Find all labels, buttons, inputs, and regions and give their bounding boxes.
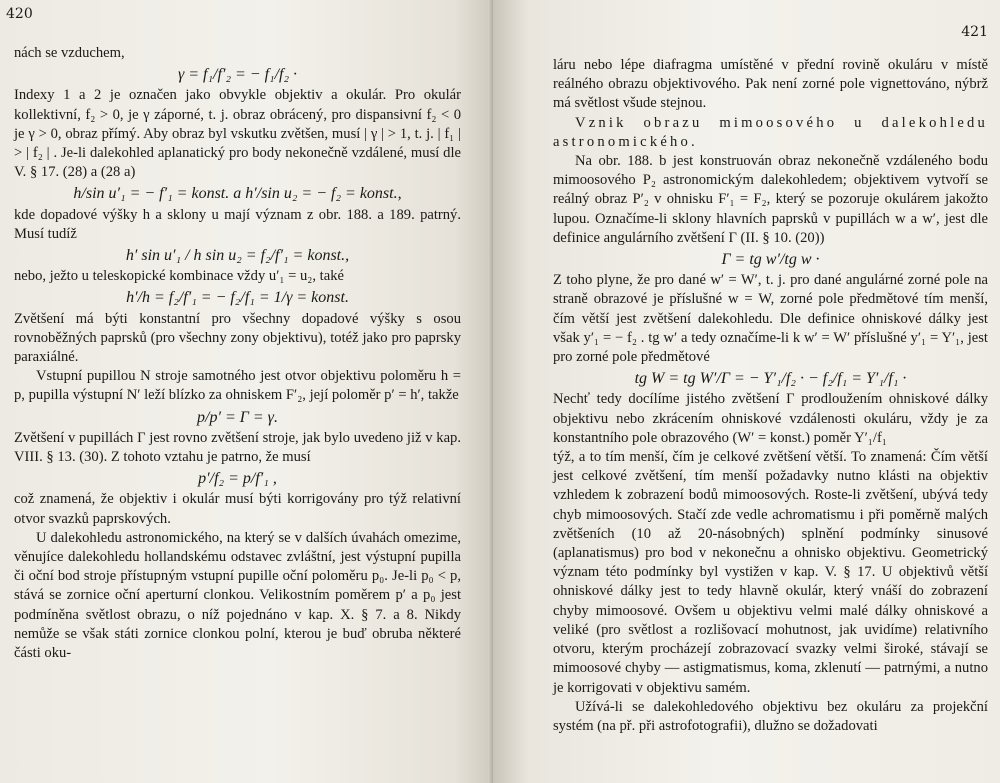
paragraph: týž, a to tím menší, čím je celkové zvětšení větší. To znamená: Čím větší jest celkové zvětšení, tím menší požadavky nutno klásti na objektiv vzhledem k zobrazení bodů mimoosových. Roste-li zvětšení, ubývá tedy chyb mimoosových. Stačí zde vedle achromatismu i při poměrně malých zvětšeních (10 až 20-násobných) splnění podmínky sinusové (aplanatismus) pro bod v nekonečnu a ohnisko objektivu. Geometrický význam této podmínky byl vystižen v kap. V. § 17. U objektivů větší ohniskové dálky jest to tedy hlavně okulár, který vnáší do zobrazení chyby mimoosové. Ovšem u objektivu velmi malé dálky ohniskové a veliké (pro světlost a rozlišovací mohutnost, jak uvidíme) relativního otvoru, kterým procházejí zobrazovací svazky velmi široké, stávají se mimoosové chyby — astigmatismus, koma, zklenutí — patrnými, a nutno je korrigovati v objektivu samém.: [553, 449, 988, 696]
paragraph: nebo, ježto u teleskopické kombinace vždy u′₁ = u₂, také: [14, 268, 344, 285]
section-heading: Vznik obrazu mimoosového u dalekohledu astronomického.: [553, 114, 988, 150]
left-page-text: [14, 0, 461, 663]
paragraph: Indexy 1 a 2 je označen jako obvykle objektiv a okulár. Pro okulár kollektivní, f₂ > 0, je γ záporné, t. j. obraz obrácený, pro dispansivní f₂ < 0 je γ > 0, obraz přímý. Aby obraz byl vskutku zvětšen, musí | γ | > 1, t. j. | f₁ | > | f₂ | . Je-li dalekohled aplanatický pro body nekonečně vzdálené, musí dle V. § 17. (28) a (28 a): [14, 87, 461, 181]
equation: h/sin u′₁ = − f′₁ = konst. a h′/sin u₂ = − f₂ = konst.,: [73, 185, 402, 203]
left-page: [0, 0, 493, 783]
paragraph: kde dopadové výšky h a sklony u mají význam z obr. 188. a 189. patrný. Musí tudíž: [14, 206, 461, 242]
paragraph: Užívá-li se dalekohledového objektivu bez okuláru za projekční systém (na př. při astrofotografii), dlužno se dožadovati: [553, 698, 988, 734]
paragraph: U dalekohledu astronomického, na který se v dalších úvahách omezime, věnujíce dalekohledu hollandskému odstavec zvláštní, jest výstupní pupilla či oční bod stroje přístupným vstupní pupille oční poloměru p₀. Je-li p₀ < p, stává se zornice oční aperturní clonkou. Velikostním poměrem p′ a p₀ jest podmíněna světlost obrazu, o níž pojednáno v kap. X. § 7. a 8. Nikdy nemůže se však státi zornice clonkou polní, kterou je buď obruba některé části oku-: [14, 529, 461, 662]
paragraph: láru nebo lépe diafragma umístěné v přední rovině okuláru v místě reálného obrazu objektivového. Pak není zorné pole vignettováno, nýbrž má světlost všude stejnou.: [553, 57, 988, 112]
equation: Γ = tg w′/tg w ·: [721, 251, 820, 269]
equation: h′/h = f₂/f′₁ = − f₂/f₁ = 1/γ = konst.: [126, 289, 349, 307]
paragraph: Na obr. 188. b jest konstruován obraz nekonečně vzdáleného bodu mimoosového P₂ astronomickým dalekohledem; objektivem vytvoří se reálný obraz P′₂ v ohnisku F′₁ = F₂, který se pozoruje okulárem jakožto lupou. Označíme-li sklony hlavních paprsků v pupillách w a w′, jest dle definice angulárního zvětšení Γ (II. § 10. (20)): [553, 153, 988, 246]
paragraph: což znamená, že objektiv i okulár musí býti korrigovány pro týž relativní otvor svazků paprskových.: [14, 491, 461, 527]
equation: h′ sin u′₁ / h sin u₂ = f₂/f′₁ = konst.,: [125, 247, 350, 265]
page-number-left: 420: [6, 6, 33, 22]
equation: tg W = tg W′/Γ = − Y′₁/f₂ · − f₂/f₁ = Y′₁/f₁ ·: [634, 370, 907, 388]
paragraph: nách se vzduchem,: [14, 45, 125, 61]
right-page: [493, 0, 1000, 783]
paragraph: Zvětšení má býti konstantní pro všechny dopadové výšky s osou rovnoběžných paprsků (pro všechny zony objektivu), totéž jako pro paprsky paraxiálné.: [14, 310, 461, 366]
paragraph: Vstupní pupillou N stroje samotného jest otvor objektivu poloměru h = p, pupilla výstupní N′ leží blízko za ohniskem F′₂, její poloměr p′ = h′, takže: [14, 368, 461, 404]
paragraph: Nechť tedy docílíme jistého zvětšení Γ prodloužením ohniskové dálky objektivu nebo zkrácením ohniskové vzdálenosti okuláru, vždy je za konstantního pole obrazového (W′ = konst.) poměr Y′₁/f₁: [553, 391, 988, 446]
equation: p/p′ = Γ = γ.: [197, 408, 278, 426]
right-page-text: [553, 0, 988, 736]
paragraph: Zvětšení v pupillách Γ jest rovno zvětšení stroje, jak bylo uvedeno již v kap. VIII. § 13. (30). Z tohoto vztahu je patrno, že musí: [14, 429, 461, 466]
equation: p′/f₂ = p/f′₁ ,: [198, 470, 277, 488]
equation: γ = f₁/f′₂ = − f₁/f₂ ·: [177, 66, 298, 84]
paragraph: Z toho plyne, že pro dané w′ = W′, t. j. pro dané angulárné zorné pole na straně obrazové je příslušné w = W, zorné pole předmětové tím menší, čím větší jest zvětšení dalekohledu. Dle definice ohniskové dálky jest však y′₁ = − f₂ . tg w′ a tedy označíme-li k w′ = W′ příslušné y′₁ = Y′₁, jest pro zorné pole předmětové: [553, 272, 988, 366]
page-number-right: 421: [961, 24, 988, 40]
